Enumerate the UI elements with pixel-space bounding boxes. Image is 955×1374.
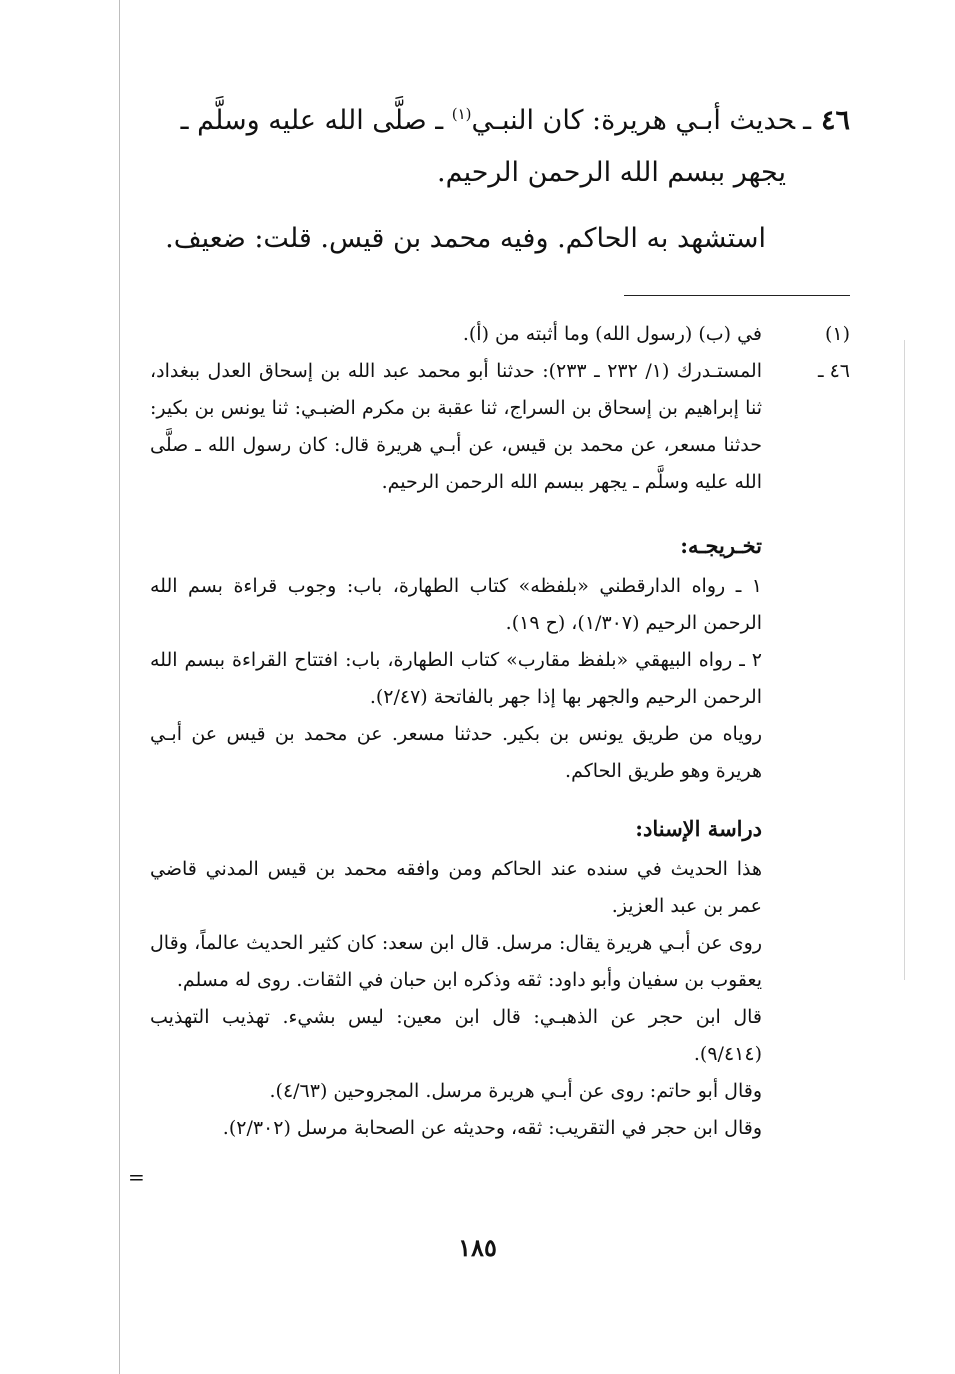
footnote-mark: ٤٦ ـ: [817, 360, 850, 382]
footnote: [150, 353, 850, 501]
page-number: ١٨٥: [458, 1233, 497, 1262]
hadith-number: ٤٦: [820, 105, 850, 136]
hadith-line1-a: حديث أبـي هريرة: كان النبـي: [471, 105, 796, 136]
continuation-mark: =: [128, 1165, 145, 1189]
footnote: [150, 316, 850, 353]
isnad-section: [150, 810, 850, 1147]
hadith-dash: ـ: [803, 105, 811, 136]
hadith-text: [150, 88, 850, 199]
margin-line-right: [904, 340, 905, 980]
takhrij-item: ١ ـ رواه الدارقطني «بلفظه» كتاب الطهارة، باب: وجوب قراءة بسم الله الرحمن الرحيم (١/٣٠٧)، (ح ١٩).: [150, 575, 762, 634]
hadith-line1-b: ـ صلَّى الله عليه وسلَّم ـ: [180, 105, 444, 136]
footnotes: [150, 316, 850, 501]
isnad-item: وقال ابن حجر في التقريب: ثقه، وحديثه عن الصحابة مرسل (٢/٣٠٢).: [222, 1117, 762, 1139]
footnote-text: في (ب) (رسول الله) وما أثبته من (أ).: [462, 323, 762, 345]
hadith-line2: يجهر ببسم الله الرحمن الرحيم.: [437, 157, 786, 188]
takhrij-heading: تخـريجـه:: [680, 533, 762, 558]
isnad-item: روى عن أبـي هريرة يقال: مرسل. قال ابن سعد: كان كثير الحديث عالماً، وقال يعقوب بن سفيان وأبو داود: ثقه وذكره ابن حبان في الثقات. روى له مسلم.: [150, 932, 762, 991]
takhrij-section: [150, 527, 850, 790]
takhrij-item: روياه من طريق يونس بن بكير. حدثنا مسعر. عن محمد بن قيس عن أبـي هريرة وهو طريق الحاكم.: [150, 723, 762, 782]
takhrij-item: ٢ ـ رواه البيهقي «بلفظ مقارب» كتاب الطهارة، باب: افتتاح القراءة ببسم الله الرحمن الرحيم والجهر بها إذا جهر بالفاتحة (٢/٤٧).: [150, 649, 762, 708]
margin-line-left: [119, 0, 120, 1374]
isnad-item: هذا الحديث في سنده عند الحاكم ومن وافقه محمد بن قيس المدني قاضي عمر بن عبد العزيز.: [150, 858, 762, 917]
footnote-text: المستـدرك (١/ ٢٣٢ ـ ٢٣٣): حدثنا أبو محمد عبد الله بن إسحاق العدل ببغداد، ثنا إبراهيم بن إسحاق بن السراج، ثنا عقبة بن مكرم الضبـي: ثنا يونس بن بكير: حدثنا مسعر، عن محمد بن قيس، عن أبـي هريرة قال: كان رسول الله ـ صلَّى الله عليه وسلَّم ـ يجهر ببسم الله الرحمن الرحيم.: [150, 360, 762, 493]
footnote-reference: (١): [451, 105, 472, 123]
hadith-judgement: استشهد به الحاكم. وفيه محمد بن قيس. قلت: ضعيف.: [165, 223, 766, 254]
isnad-item: وقال أبو حاتم: روى عن أبـي هريرة مرسل. المجروحين (٤/٦٣).: [269, 1080, 762, 1102]
page-body: [150, 88, 850, 1147]
footnote-separator: [624, 295, 850, 296]
footnote-mark: (١): [824, 323, 850, 345]
isnad-item: قال ابن حجر عن الذهبـي: قال ابن معين: ليس بشيء. تهذيب التهذيب (٩/٤١٤).: [150, 1006, 762, 1065]
isnad-heading: دراسة الإسناد:: [635, 816, 762, 841]
